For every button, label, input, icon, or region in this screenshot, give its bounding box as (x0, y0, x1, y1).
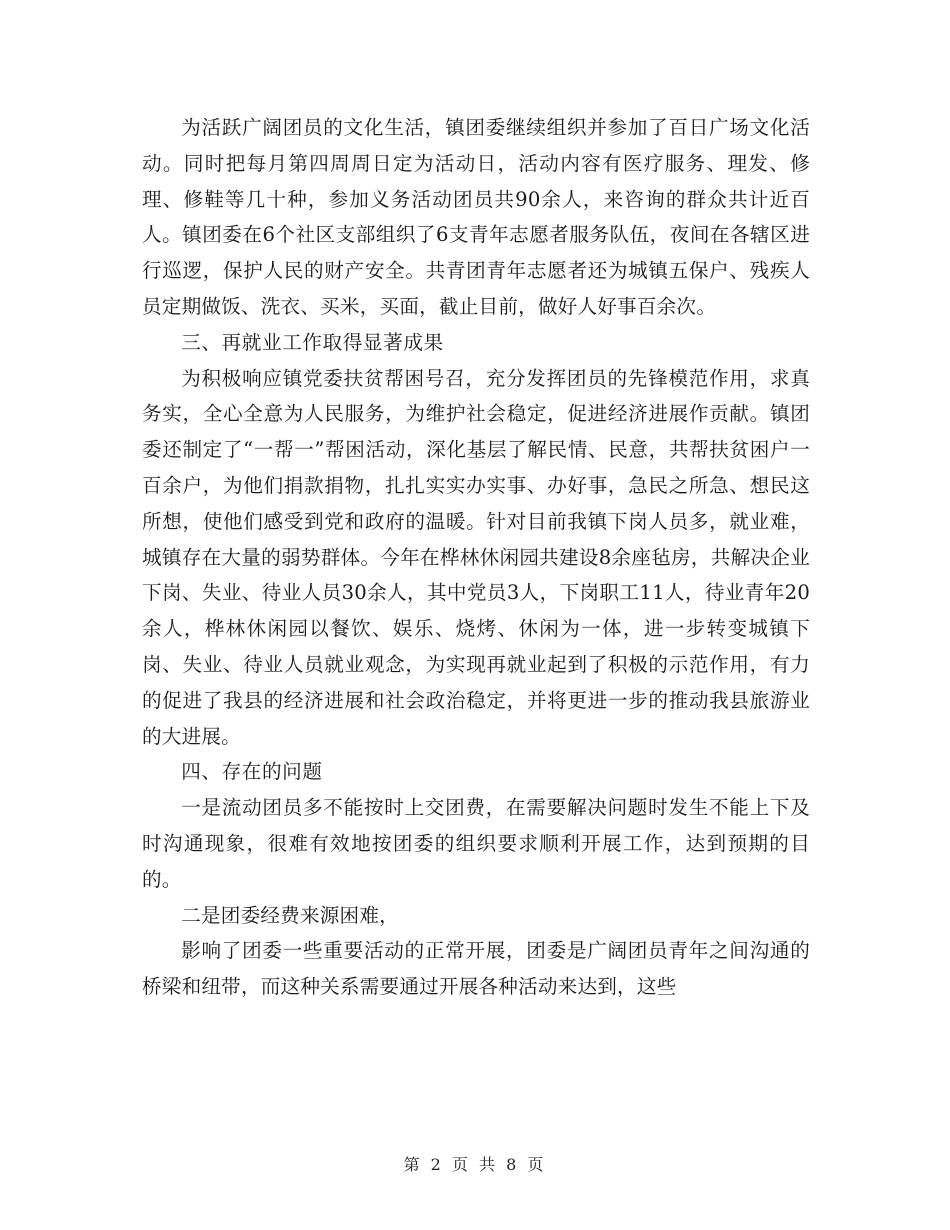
paragraph-problem-two: 二是团委经费来源困难， (181, 903, 399, 927)
section-heading-problems: 四、存在的问题 (181, 760, 323, 784)
section-heading-reemployment: 三、再就业工作取得显著成果 (181, 330, 444, 354)
document-body (142, 110, 810, 1005)
paragraph-problem-one: 一是流动团员多不能按时上交团费，在需要解决问题时发生不能上下及时沟通现象，很难有效地按团委的组织要求顺利开展工作，达到预期的目的。 (142, 796, 810, 891)
paragraph-cultural-activities: 为活跃广阔团员的文化生活，镇团委继续组织并参加了百日广场文化活动。同时把每月第四周周日定为活动日，活动内容有医疗服务、理发、修理、修鞋等几十种，参加义务活动团员共90余人，来咨询的群众共计近百人。镇团委在6个社区支部组织了6支青年志愿者服务队伍，夜间在各辖区进行巡逻，保护人民的财产安全。共青团青年志愿者还为城镇五保户、残疾人员定期做饭、洗衣、买米，买面，截止目前，做好人好事百余次。 (142, 116, 810, 318)
paragraph-poverty-relief: 为积极响应镇党委扶贫帮困号召，充分发挥团员的先锋模范作用，求真务实，全心全意为人民服务，为维护社会稳定，促进经济进展作贡献。镇团委还制定了“一帮一”帮困活动，深化基层了解民情、民意，共帮扶贫困户一百余户，为他们捐款捐物，扎扎实实办实事、办好事，急民之所急、想民这所想，使他们感受到党和政府的温暖。针对目前我镇下岗人员多，就业难，城镇存在大量的弱势群体。今年在桦林休闲园共建设8余座毡房，共解决企业下岗、失业、待业人员30余人，其中党员3人，下岗职工11人，待业青年20余人，桦林休闲园以餐饮、娱乐、烧烤、休闲为一体，进一步转变城镇下岗、失业、待业人员就业观念，为实现再就业起到了积极的示范作用，有力的促进了我县的经济进展和社会政治稳定，并将更进一步的推动我县旅游业的大进展。 (142, 366, 810, 748)
paragraph-problem-two-detail: 影响了团委一些重要活动的正常开展，团委是广阔团员青年之间沟通的桥梁和纽带，而这种关系需要通过开展各种活动来达到，这些 (142, 939, 810, 999)
page-number-footer: 第 2 页 共 8 页 (403, 1155, 547, 1174)
